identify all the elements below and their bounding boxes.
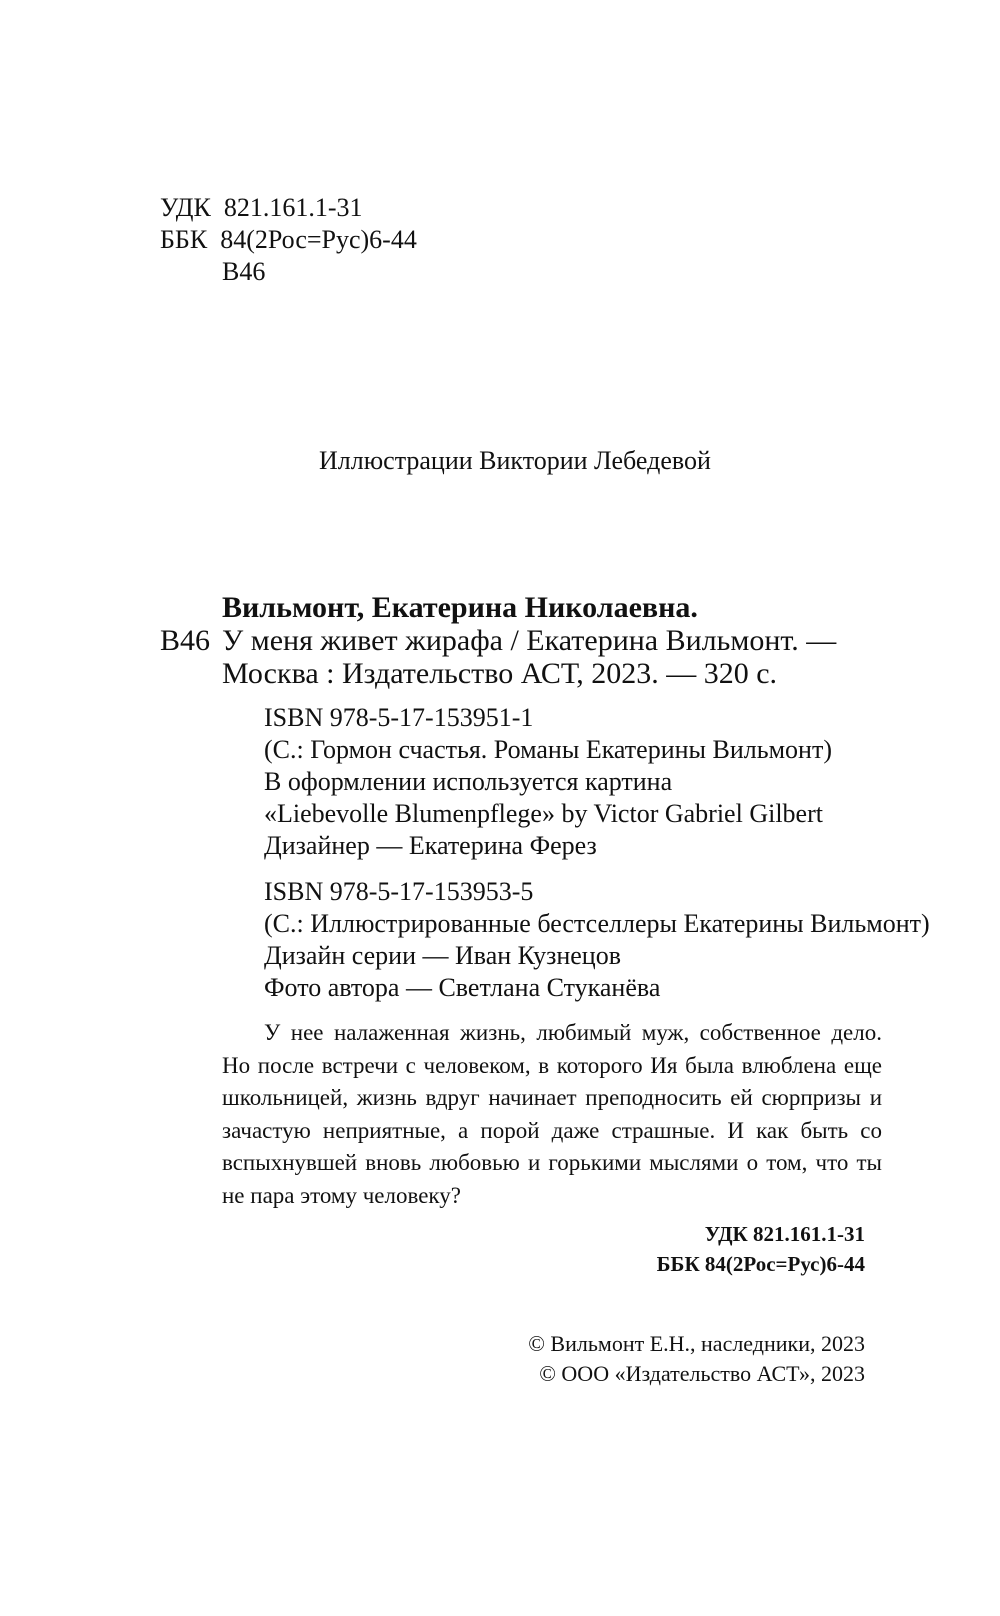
isbn-1-painting: «Liebevolle Blumenpflege» by Victor Gabriel Gilbert [264,799,823,828]
catalog-author: Вильмонт, Екатерина Николаевна. [222,591,698,624]
isbn-2-series-design: Дизайн серии — Иван Кузнецов [264,941,621,970]
author-mark-code: В46 [222,257,266,286]
bbk-code: ББК 84(2Рос=Рус)6-44 [160,225,417,254]
isbn-2-author-photo: Фото автора — Светлана Стуканёва [264,973,661,1002]
copyright-author: © Вильмонт Е.Н., наследники, 2023 [528,1331,865,1356]
catalog-publisher-line: Москва : Издательство АСТ, 2023. — 320 с. [222,657,778,690]
isbn-1-design-note: В оформлении используется картина [264,767,673,796]
footer-udk-code: УДК 821.161.1-31 [704,1222,865,1246]
isbn-1: ISBN 978-5-17-153951-1 [264,703,534,732]
annotation-paragraph: У нее налаженная жизнь, любимый муж, собственное дело. Но после встречи с человеком, в которого Ия была влюблена еще школьницей, жизнь вдруг начинает преподносить ей сюрпризы и зачастую неприятные, а порой даже страшные. И как быть со вспыхнувшей вновь любовью и горькими мыслями о том, что ты не пара этому человеку? [222,1020,882,1208]
isbn-1-series: (С.: Гормон счастья. Романы Екатерины Вильмонт) [264,735,832,764]
catalog-title-line: У меня живет жирафа / Екатерина Вильмонт. — [222,624,837,657]
isbn-1-designer: Дизайнер — Екатерина Ферез [264,831,597,860]
isbn-2: ISBN 978-5-17-153953-5 [264,877,534,906]
catalog-author-mark: В46 [160,624,211,657]
illustrations-credit: Иллюстрации Виктории Лебедевой [319,446,711,475]
footer-bbk-code: ББК 84(2Рос=Рус)6-44 [656,1252,865,1276]
isbn-2-series: (С.: Иллюстрированные бестселлеры Екатерины Вильмонт) [264,909,930,938]
udk-code: УДК 821.161.1-31 [160,193,363,222]
copyright-publisher: © ООО «Издательство АСТ», 2023 [539,1361,865,1386]
